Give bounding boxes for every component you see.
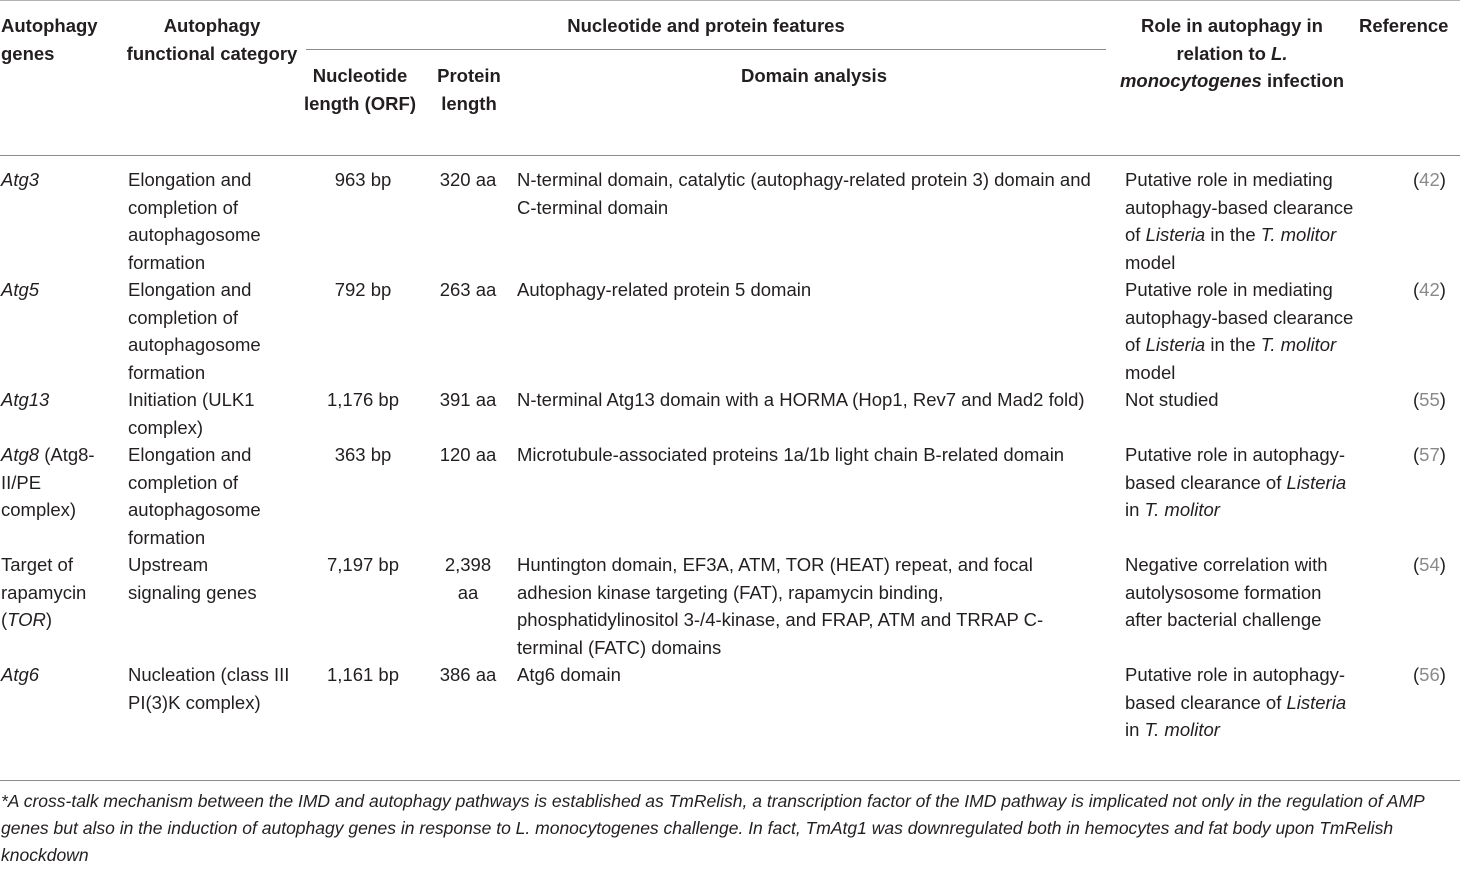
role — [1125, 276, 1355, 386]
role-italic: T. molitor — [1144, 719, 1220, 740]
group-underline — [306, 49, 1106, 50]
domain-analysis: Microtubule-associated proteins 1a/1b light chain B-related domain — [517, 444, 1065, 465]
table-footnote: *A cross-talk mechanism between the IMD and autophagy pathways is established as TmRelish, a transcription factor of the IMD pathway is implicated not only in the regulation of AMP genes but also in the induction of autophagy genes in response to L. monocytogenes challenge. In fact, TmAtg1 was downregulated both in hemocytes and fat body upon TmRelish knockdown — [1, 791, 1425, 865]
protein-length: 391 aa — [439, 389, 497, 410]
table-row — [0, 661, 1460, 744]
reference: (56) — [1413, 664, 1446, 685]
bottom-rule — [0, 780, 1460, 781]
role-text: Putative role in autophagy-based clearance of — [1125, 664, 1346, 713]
nucleotide-length: 963 bp — [334, 169, 392, 190]
gene-name — [1, 441, 109, 524]
role-italic: T. molitor — [1260, 334, 1337, 355]
role-text: in — [1125, 719, 1140, 740]
header-domain: Domain analysis — [740, 65, 887, 86]
domain-analysis: Atg6 domain — [517, 664, 621, 685]
role-text: in the — [1210, 224, 1256, 245]
role — [1125, 661, 1355, 744]
header-rule — [0, 155, 1460, 156]
role — [1125, 166, 1355, 276]
header-protein: Protein length — [437, 65, 501, 114]
table-row — [0, 166, 1460, 276]
header-nucleotide: Nucleotide length (ORF) — [303, 65, 416, 114]
protein-length: 263 aa — [439, 279, 497, 300]
reference-link[interactable]: 56 — [1419, 664, 1440, 685]
gene-italic: Atg8 — [1, 444, 40, 465]
nucleotide-length: 363 bp — [334, 444, 392, 465]
reference: (42) — [1413, 169, 1446, 190]
gene-name: Atg3 — [1, 169, 40, 190]
reference: (55) — [1413, 389, 1446, 410]
reference-link[interactable]: 54 — [1419, 554, 1440, 575]
domain-analysis: Huntington domain, EF3A, ATM, TOR (HEAT) repeat, and focal adhesion kinase targeting (FAT), rapamycin binding, phosphatidylinositol 3-/4-kinase, and FRAP, ATM and TRRAP C-terminal (FATC) domains — [517, 554, 1044, 658]
reference: (57) — [1413, 444, 1446, 465]
reference-link[interactable]: 42 — [1419, 169, 1440, 190]
role: Negative correlation with autolysosome formation after bacterial challenge — [1125, 554, 1328, 630]
role-italic: T. molitor — [1144, 499, 1220, 520]
gene-name: Atg5 — [1, 279, 40, 300]
gene-suffix: (Atg8-II/PE complex) — [1, 444, 95, 520]
role-italic: T. molitor — [1260, 224, 1337, 245]
role-text: model — [1125, 361, 1176, 383]
reference: (42) — [1413, 279, 1446, 300]
nucleotide-length: 1,176 bp — [326, 389, 399, 410]
protein-length: 120 aa — [439, 444, 497, 465]
role-text: Putative role in mediating autophagy-based clearance of — [1125, 169, 1354, 245]
protein-length: 386 aa — [439, 664, 497, 685]
gene-name: Atg13 — [1, 389, 50, 410]
gene-name: Atg6 — [1, 664, 40, 685]
role-text: in the — [1210, 334, 1256, 355]
role-text: Putative role in autophagy-based clearance of — [1125, 444, 1346, 493]
nucleotide-length: 7,197 bp — [326, 554, 399, 575]
reference-link[interactable]: 42 — [1419, 279, 1440, 300]
top-rule — [0, 0, 1460, 1]
header-role — [1112, 12, 1352, 95]
nucleotide-length: 792 bp — [334, 279, 392, 300]
category: Elongation and completion of autophagosome formation — [128, 444, 261, 548]
header-group-features: Nucleotide and protein features — [567, 15, 845, 36]
category: Elongation and completion of autophagosome formation — [128, 169, 261, 273]
domain-analysis: N-terminal Atg13 domain with a HORMA (Hop1, Rev7 and Mad2 fold) — [517, 389, 1085, 410]
role-text: Putative role in mediating autophagy-based clearance of — [1125, 279, 1354, 355]
role-text: in — [1125, 499, 1140, 520]
role — [1125, 441, 1355, 524]
reference-link[interactable]: 55 — [1419, 389, 1440, 410]
role: Not studied — [1125, 389, 1219, 410]
table-row — [0, 551, 1460, 661]
nucleotide-length: 1,161 bp — [326, 664, 399, 685]
header-genes: Autophagy genes — [1, 15, 98, 64]
header-reference: Reference — [1359, 15, 1449, 36]
role-italic: Listeria — [1145, 224, 1206, 245]
domain-analysis: Autophagy-related protein 5 domain — [517, 279, 812, 300]
reference: (54) — [1413, 554, 1446, 575]
role-text: model — [1125, 251, 1176, 273]
reference-link[interactable]: 57 — [1419, 444, 1440, 465]
gene-name — [1, 551, 109, 634]
category: Initiation (ULK1 complex) — [128, 389, 255, 438]
table-row — [0, 386, 1460, 441]
header-role-species: L. monocytogenes — [1119, 42, 1288, 91]
table-row — [0, 276, 1460, 386]
category: Nucleation (class III PI(3)K complex) — [128, 664, 290, 713]
header-category: Autophagy functional category — [126, 15, 298, 64]
role-italic: Listeria — [1286, 471, 1347, 493]
category: Elongation and completion of autophagosome formation — [128, 279, 261, 383]
protein-length: 320 aa — [439, 169, 497, 190]
header-role-prefix: Role in autophagy in relation to — [1141, 15, 1323, 64]
role-italic: Listeria — [1286, 691, 1347, 713]
gene-suffix: ) — [45, 609, 53, 630]
gene-prefix: Target of rapamycin ( — [1, 554, 87, 630]
category: Upstream signaling genes — [128, 554, 257, 603]
domain-analysis: N-terminal domain, catalytic (autophagy-related protein 3) domain and C-terminal domain — [517, 169, 1091, 218]
role-italic: Listeria — [1145, 334, 1206, 355]
header-role-suffix: infection — [1266, 70, 1345, 91]
gene-italic: TOR — [7, 609, 46, 630]
table-row — [0, 441, 1460, 551]
protein-length: 2,398 aa — [444, 554, 492, 603]
data-table — [0, 166, 1460, 744]
